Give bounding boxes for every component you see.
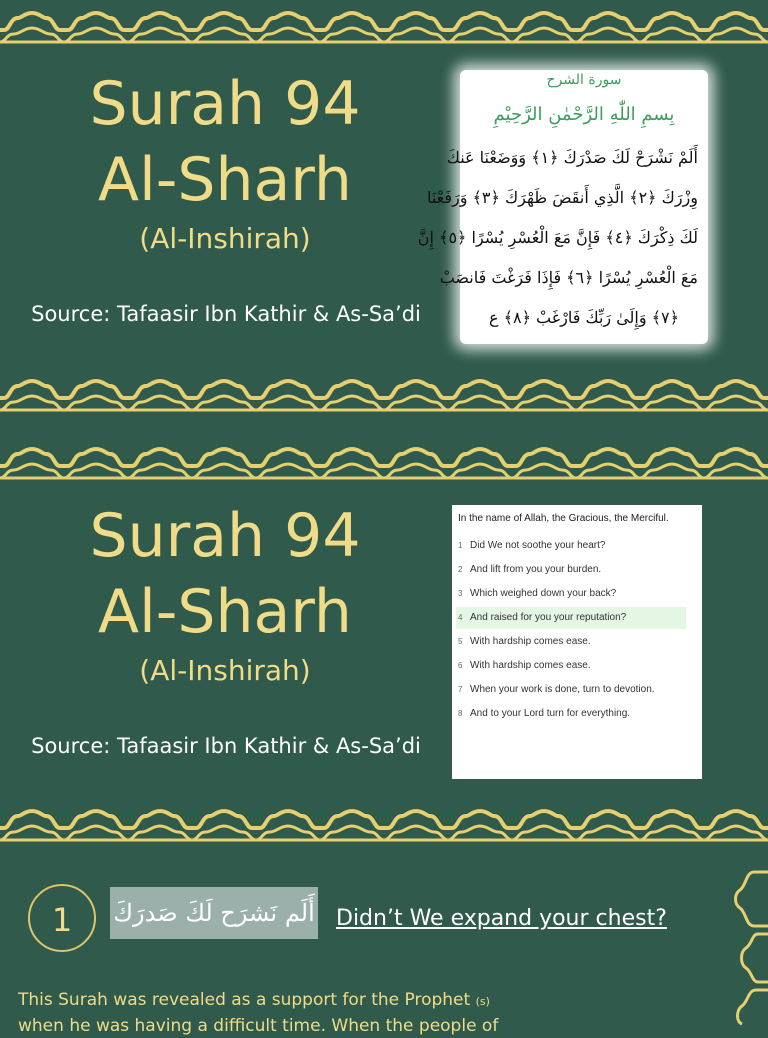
translation-verse <box>456 559 686 581</box>
arabic-basmala: بِسمِ اللّٰهِ الرَّحْمٰنِ الرَّحِيْمِ <box>493 104 675 125</box>
bottom-decorative-border <box>0 808 768 848</box>
verse-number: 8 <box>458 709 463 718</box>
side-decorative-border <box>718 864 768 1024</box>
slide-3 <box>0 864 768 1036</box>
verse-number: 3 <box>458 589 463 598</box>
slide1-title-line2: Al-Sharh <box>98 145 352 215</box>
slide2-title-line2: Al-Sharh <box>98 577 352 647</box>
translation-image <box>452 505 702 779</box>
verse-text: With hardship comes ease. <box>470 636 591 647</box>
verse-text: And to your Lord turn for everything. <box>470 708 631 719</box>
verse-text: And lift from you your burden. <box>470 564 602 575</box>
arabic-line: مَعَ الْعُسْرِ يُسْرًا ﴿٦﴾ فَإِذَا فَرَغْتَ فَانصَبْ <box>439 268 698 287</box>
verse-text: With hardship comes ease. <box>470 660 591 671</box>
arabic-surah-name: سورة الشرح <box>546 72 622 88</box>
translation-verse-highlighted <box>456 607 686 629</box>
tafsir-body-main: This Surah was revealed as a support for the Prophet <box>18 990 471 1010</box>
verse-number: 6 <box>458 661 463 670</box>
translation-header: In the name of Allah, the Gracious, the Merciful. <box>458 513 669 524</box>
verse-number: 5 <box>458 637 463 646</box>
slide-2 <box>0 432 768 864</box>
verse-text: When your work is done, turn to devotion. <box>470 684 655 695</box>
verse-number: 7 <box>458 685 463 694</box>
verse-text: Which weighed down your back? <box>470 588 617 599</box>
top-decorative-border <box>0 10 768 50</box>
verse-text: Did We not soothe your heart? <box>470 540 606 551</box>
slide1-source: Source: Tafaasir Ibn Kathir & As-Sa’di <box>31 302 421 326</box>
verse-text: And raised for you your reputation? <box>470 612 627 623</box>
translation-verse <box>456 703 686 725</box>
arabic-line: أَلَمْ نَشْرَحْ لَكَ صَدْرَكَ ﴿١﴾ وَوَضَعْنَا عَنكَ <box>446 148 698 167</box>
slide2-title-line1: Surah 94 <box>89 501 361 571</box>
verse-number: 1 <box>458 541 463 550</box>
arabic-line: ﴿٧﴾ وَإِلَىٰ رَبِّكَ فَارْغَبْ ﴿٨﴾ ع <box>488 308 680 327</box>
ayah-arabic-text: أَلَم نَشرَح لَكَ صَدرَكَ <box>110 887 318 939</box>
ayah-translation-question: Didn’t We expand your chest? <box>336 906 667 931</box>
tafsir-body-text <box>18 988 658 1038</box>
arabic-line: وِزْرَكَ ﴿٢﴾ الَّذِي أَنقَضَ ظَهْرَكَ ﴿٣﴾ وَرَفَعْنَا <box>426 188 698 207</box>
translation-verse <box>456 583 686 605</box>
verse-number: 4 <box>458 613 463 622</box>
arabic-line: لَكَ ذِكْرَكَ ﴿٤﴾ فَإِنَّ مَعَ الْعُسْرِ يُسْرًا ﴿٥﴾ إِنَّ <box>417 228 698 247</box>
ayah-number-badge: 1 <box>28 884 96 952</box>
slide1-title-line1: Surah 94 <box>89 69 361 139</box>
slide2-source: Source: Tafaasir Ibn Kathir & As-Sa’di <box>31 734 421 758</box>
slide-1 <box>0 0 768 432</box>
verse-number: 2 <box>458 565 463 574</box>
slide2-subtitle: (Al-Inshirah) <box>139 654 311 687</box>
arabic-surah-image <box>417 70 708 344</box>
top-decorative-border <box>0 446 768 486</box>
tafsir-body-line2: when he was having a difficult time. When the people of <box>18 1016 499 1036</box>
salutation-abbrev: (s) <box>475 995 490 1008</box>
bottom-decorative-border <box>0 378 768 418</box>
slide1-subtitle: (Al-Inshirah) <box>139 222 311 255</box>
translation-verse <box>456 631 686 653</box>
translation-verse <box>456 655 686 677</box>
translation-verse <box>456 679 686 701</box>
translation-verse <box>456 535 686 557</box>
